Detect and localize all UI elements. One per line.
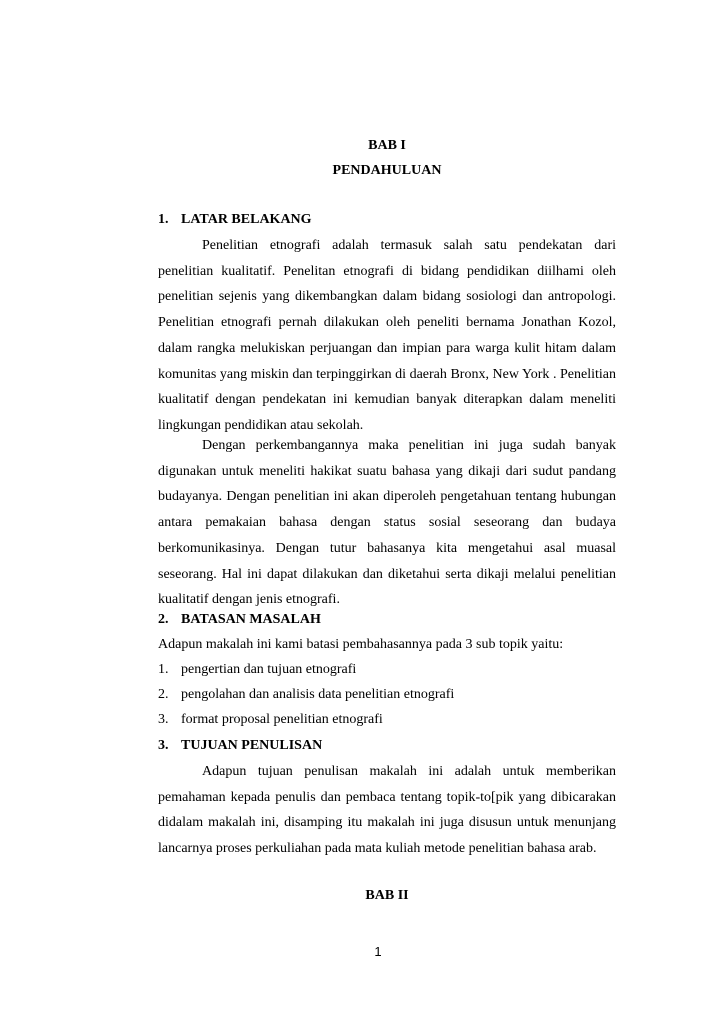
list-item-text: pengertian dan tujuan etnografi — [181, 662, 357, 677]
list-item — [158, 662, 356, 678]
paragraph-latar-belakang-1: Penelitian etnografi adalah termasuk salah satu pendekatan dari penelitian kualitatif. Penelitan etnografi di bidang pendidikan diilhami oleh penelitian sejenis yang dikembangkan dalam bidang sosiologi dan antropologi. Penelitian etnografi pernah dilakukan oleh peneliti bernama Jonathan Kozol, dalam rangka melukiskan perjuangan dan impian para warga kulit hitam dalam komunitas yang miskin dan terpinggirkan di daerah Bronx, New York . Penelitian kualitatif dengan pendekatan ini kemudian banyak diterapkan dalam meneliti lingkungan pendidikan atau sekolah. — [158, 238, 616, 433]
batasan-intro: Adapun makalah ini kami batasi pembahasannya pada 3 sub topik yaitu: — [158, 637, 564, 652]
list-item-number: 2. — [158, 687, 169, 702]
list-item-text: pengolahan dan analisis data penelitian etnografi — [181, 687, 455, 702]
section-title: TUJUAN PENULISAN — [181, 738, 323, 753]
page-number: 1 — [374, 944, 382, 959]
paragraph-latar-belakang-2: Dengan perkembangannya maka penelitian ini juga sudah banyak digunakan untuk meneliti hakikat suatu bahasa yang dikaji dari sudut pandang budayanya. Dengan penelitian ini akan diperoleh pengetahuan tentang hubungan antara pemakaian bahasa dengan status sosial seseorang dan budaya berkomunikasinya. Dengan tutur bahasanya kita mengetahui asal muasal seseorang. Hal ini dapat dilakukan dan diketahui serta dikaji melalui penelitian kualitatif dengan jenis etnografi. — [158, 438, 616, 608]
section-title: BATASAN MASALAH — [181, 612, 321, 627]
section-number: 1. — [158, 212, 169, 227]
section-heading-batasan-masalah — [158, 612, 321, 628]
list-item — [158, 712, 383, 728]
section-heading-tujuan-penulisan — [158, 738, 322, 754]
chapter-label: BAB I — [368, 138, 406, 153]
chapter-2-label: BAB II — [365, 888, 409, 903]
list-item-number: 3. — [158, 712, 169, 727]
list-item-text: format proposal penelitian etnografi — [181, 712, 383, 727]
section-number: 2. — [158, 612, 169, 627]
section-number: 3. — [158, 738, 169, 753]
list-item — [158, 687, 454, 703]
chapter-title: PENDAHULUAN — [332, 163, 442, 178]
section-heading-latar-belakang — [158, 212, 312, 228]
list-item-number: 1. — [158, 662, 169, 677]
section-title: LATAR BELAKANG — [181, 212, 312, 227]
paragraph-tujuan-penulisan: Adapun tujuan penulisan makalah ini adalah untuk memberikan pemahaman kepada penulis dan pembaca tentang topik-to[pik yang dibicarakan didalam makalah ini, disamping itu makalah ini juga disusun untuk menunjang lancarnya proses perkuliahan pada mata kuliah metode penelitian bahasa arab. — [158, 764, 616, 857]
